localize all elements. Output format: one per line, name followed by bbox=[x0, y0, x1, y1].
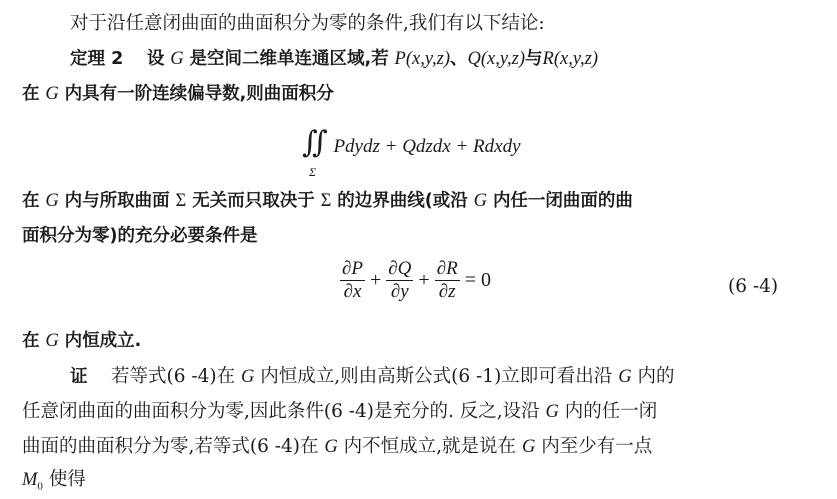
text-l4a: 在 bbox=[22, 191, 40, 211]
integral-subscript bbox=[309, 160, 316, 184]
proof-text-4b: 使得 bbox=[48, 469, 86, 490]
text-l6b: 内恒成立. bbox=[64, 331, 142, 351]
integral-subscript-sigma: Σ bbox=[309, 165, 317, 179]
text-l3b: 内具有一阶连续偏导数,则曲面积分 bbox=[64, 84, 334, 104]
symbol-G: G bbox=[473, 191, 488, 211]
proof-line-2 bbox=[22, 400, 657, 424]
proof-label: 证 bbox=[70, 367, 88, 387]
theorem-text-b: 是空间二维单连通区域,若 bbox=[189, 49, 389, 69]
text-l6a: 在 bbox=[22, 331, 40, 351]
proof-text-1b: 内恒成立,则由高斯公式(6 -1)立即可看出沿 bbox=[260, 366, 613, 387]
divergence-condition-formula bbox=[340, 258, 496, 303]
symbol-G: G bbox=[170, 49, 184, 69]
symbol-G: G bbox=[618, 367, 632, 387]
symbol-R: R(x,y,z) bbox=[542, 49, 599, 69]
symbol-Q: Q(x,y,z) bbox=[467, 49, 526, 69]
symbol-G: G bbox=[324, 437, 338, 457]
partial-P-over-x: $\frac{\partial P}{\partial x}$ bbox=[342, 258, 363, 302]
text-l4e: 内任一闭曲面的曲 bbox=[492, 191, 633, 211]
integrand: Pdydz + Qdzdx + Rdxdy bbox=[333, 136, 521, 157]
theorem-label: 定理 2 bbox=[70, 49, 124, 69]
symbol-sigma: Σ bbox=[320, 191, 332, 211]
surface-integral-formula bbox=[302, 125, 521, 160]
point-M0: $M_0$ bbox=[22, 470, 43, 493]
symbol-G: G bbox=[45, 191, 59, 211]
proof-text-3c: 内至少有一点 bbox=[541, 436, 653, 457]
text-l3a: 在 bbox=[22, 84, 40, 104]
proof-text-3b: 内不恒成立,就是说在 bbox=[343, 436, 517, 457]
proof-line-1 bbox=[70, 365, 674, 389]
text-l4b: 内与所取曲面 bbox=[64, 191, 170, 211]
plus-sign: + bbox=[418, 268, 430, 291]
proof-line-3 bbox=[22, 435, 652, 459]
theorem-text-a: 设 bbox=[146, 49, 165, 69]
equals-zero: = 0 bbox=[464, 268, 491, 291]
symbol-G: G bbox=[545, 402, 559, 422]
double-integral-sign: ∬ bbox=[302, 125, 328, 160]
proof-text-1a: 若等式(6 -4)在 bbox=[111, 366, 236, 387]
partial-Q-over-y: $\frac{\partial Q}{\partial y}$ bbox=[388, 258, 412, 302]
text-l4d: 的边界曲线(或沿 bbox=[337, 191, 468, 211]
symbol-sigma: Σ bbox=[175, 191, 187, 211]
symbol-G: G bbox=[45, 84, 59, 104]
plus-sign: + bbox=[370, 268, 382, 291]
text-l4c: 无关而只取决于 bbox=[192, 191, 315, 211]
symbol-G: G bbox=[521, 437, 536, 457]
text-l5: 面积分为零)的充分必要条件是 bbox=[22, 226, 258, 246]
proof-text-1c: 内的 bbox=[637, 366, 675, 387]
text-line-5 bbox=[22, 224, 258, 248]
proof-line-4 bbox=[22, 468, 86, 499]
symbol-P: P(x,y,z) bbox=[394, 49, 450, 69]
symbol-G: G bbox=[241, 367, 255, 387]
proof-text-3a: 曲面的曲面积分为零,若等式(6 -4)在 bbox=[22, 436, 319, 457]
equation-tag bbox=[728, 275, 778, 299]
proof-text-2a: 任意闭曲面的曲面积分为零,因此条件(6 -4)是充分的. 反之,设沿 bbox=[22, 401, 540, 422]
partial-R-over-z: $\frac{\partial R}{\partial z}$ bbox=[436, 258, 458, 302]
intro-text: 对于沿任意闭曲面的曲面积分为零的条件,我们有以下结论: bbox=[70, 13, 545, 34]
proof-text-2b: 内的任一闭 bbox=[564, 401, 658, 422]
separator-1: 、 bbox=[450, 49, 468, 69]
separator-2: 与 bbox=[525, 49, 543, 69]
text-line-3 bbox=[22, 82, 334, 106]
symbol-G: G bbox=[45, 331, 59, 351]
text-line-2 bbox=[70, 47, 598, 71]
text-line-1 bbox=[70, 12, 545, 36]
text-line-4 bbox=[22, 189, 633, 213]
equation-number: (6 -4) bbox=[728, 276, 779, 297]
text-line-6 bbox=[22, 329, 141, 353]
